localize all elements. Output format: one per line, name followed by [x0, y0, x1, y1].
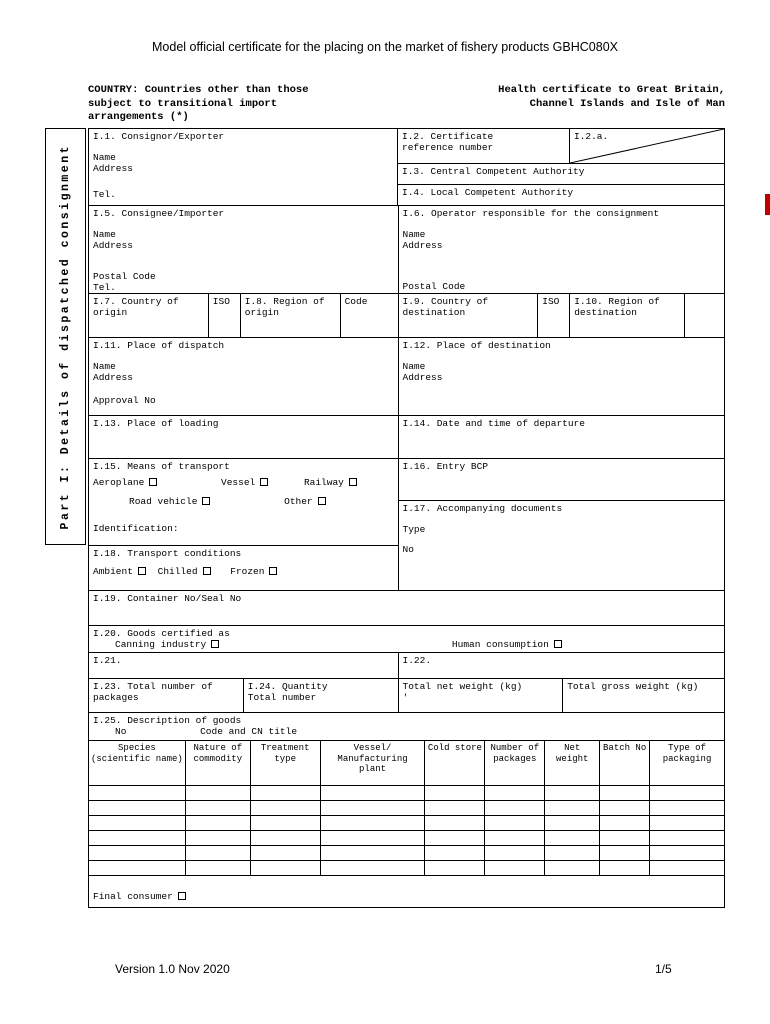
field-i16-title: I.16. Entry BCP: [402, 461, 489, 472]
option-ambient-label: Ambient: [93, 566, 133, 577]
goods-table-cell[interactable]: [599, 815, 649, 830]
option-human-consumption-label: Human consumption: [451, 639, 549, 650]
field-i1-address-label: Address: [93, 163, 133, 174]
field-i10-title: I.10. Region of destination: [574, 296, 660, 318]
goods-table-header-nature: Nature of commodity: [185, 740, 250, 785]
field-i5-title: I.5. Consignee/Importer: [93, 208, 225, 219]
goods-table-cell[interactable]: [320, 830, 425, 845]
option-final-consumer-label: Final consumer: [93, 891, 173, 902]
certificate-form: [88, 128, 725, 908]
final-consumer-checkbox[interactable]: [178, 892, 186, 900]
field-i6-operator-responsible[interactable]: [398, 205, 724, 293]
part1-sidebar: [45, 128, 86, 545]
goods-table-cell[interactable]: [250, 800, 320, 815]
field-i12-name-label: Name: [402, 361, 426, 372]
goods-table-cell[interactable]: [250, 845, 320, 860]
railway-checkbox[interactable]: [349, 478, 357, 486]
field-i5-address-label: Address: [93, 240, 133, 251]
goods-table-cell[interactable]: [599, 860, 649, 875]
goods-table-cell[interactable]: [424, 845, 484, 860]
road-vehicle-checkbox[interactable]: [202, 497, 210, 505]
field-i13-title: I.13. Place of loading: [93, 418, 219, 429]
field-i4-local-competent-authority[interactable]: [397, 184, 724, 205]
field-total-net-weight[interactable]: [398, 678, 563, 712]
goods-table-cell[interactable]: [185, 830, 250, 845]
goods-table-cell[interactable]: [424, 815, 484, 830]
goods-table-cell[interactable]: [88, 800, 185, 815]
option-chilled-label: Chilled: [157, 566, 198, 577]
option-aeroplane-label: Aeroplane: [93, 477, 145, 488]
field-i2-certificate-reference[interactable]: [397, 128, 569, 163]
goods-table-cell[interactable]: [544, 830, 599, 845]
part1-label: Part I: Details of dispatched consignment: [59, 143, 72, 530]
field-i6-postal-label: Postal Code: [402, 281, 466, 292]
field-i6-address-label: Address: [402, 240, 443, 251]
goods-table-cell[interactable]: [88, 860, 185, 875]
field-i1-name-label: Name: [93, 152, 116, 163]
field-i19-container-seal-no[interactable]: [88, 590, 724, 625]
field-i1-title: I.1. Consignor/Exporter: [93, 131, 225, 142]
goods-table-cell[interactable]: [544, 860, 599, 875]
field-i8-code-label: Code: [344, 296, 368, 307]
goods-table-header-vessel-plant: Vessel/ Manufacturing plant: [320, 740, 425, 785]
goods-table-header-row: [88, 740, 724, 785]
goods-table-cell[interactable]: [250, 860, 320, 875]
field-i25-title: I.25. Description of goods: [93, 715, 242, 726]
option-final-consumer: [93, 891, 186, 902]
goods-table-row: [88, 800, 724, 815]
field-i23-title: I.23. Total number of packages: [93, 681, 213, 703]
field-i7-iso-label: ISO: [212, 296, 230, 307]
vessel-checkbox[interactable]: [260, 478, 268, 486]
option-frozen-label: Frozen: [230, 566, 265, 577]
field-i20-goods-certified-as[interactable]: [88, 625, 724, 652]
goods-table-cell[interactable]: [88, 815, 185, 830]
goods-table-cell[interactable]: [88, 830, 185, 845]
goods-table-cell[interactable]: [484, 845, 544, 860]
human-consumption-checkbox[interactable]: [554, 640, 562, 648]
field-i9-title: I.9. Country of destination: [402, 296, 489, 318]
goods-table-cell[interactable]: [649, 800, 724, 815]
goods-table-cell[interactable]: [484, 800, 544, 815]
field-i12-title: I.12. Place of destination: [402, 340, 551, 351]
field-i11-place-of-dispatch[interactable]: [88, 337, 398, 415]
goods-table-cell[interactable]: [484, 830, 544, 845]
goods-table-cell[interactable]: [250, 815, 320, 830]
goods-table-cell[interactable]: [185, 785, 250, 800]
field-i4-title: I.4. Local Competent Authority: [402, 187, 574, 198]
field-i17-accompanying-documents[interactable]: [398, 500, 724, 590]
field-i2-title: I.2. Certificate reference number: [402, 131, 494, 153]
field-i1-consignor-exporter[interactable]: [88, 128, 397, 205]
field-i24-quantity[interactable]: [243, 678, 398, 712]
field-i14-date-time-departure[interactable]: [398, 415, 724, 458]
field-i15-means-of-transport[interactable]: [88, 458, 398, 545]
goods-table-cell[interactable]: [484, 860, 544, 875]
field-i18-title: I.18. Transport conditions: [93, 548, 242, 559]
field-i8-title: I.8. Region of origin: [244, 296, 325, 318]
field-i9-iso-label: ISO: [542, 296, 560, 307]
goods-table-cell[interactable]: [250, 830, 320, 845]
field-i15-title: I.15. Means of transport: [93, 461, 230, 472]
document-title: Model official certificate for the placing on the market of fishery products GBHC080X: [152, 40, 618, 54]
goods-table-header-species: Species (scientific name): [88, 740, 185, 785]
option-vessel: [221, 477, 268, 488]
field-i9-country-of-destination[interactable]: [398, 293, 538, 337]
field-i2a-title: I.2.a.: [574, 131, 609, 142]
goods-table-row: [88, 785, 724, 800]
field-i20-title: I.20. Goods certified as: [93, 628, 230, 639]
goods-table-cell[interactable]: [544, 785, 599, 800]
field-i25-col-code-label: Code and CN title: [200, 726, 298, 737]
field-i5-consignee-importer[interactable]: [88, 205, 398, 293]
field-i14-title: I.14. Date and time of departure: [402, 418, 585, 429]
field-i8-code[interactable]: [340, 293, 398, 337]
goods-table-header-packages: Number of packages: [484, 740, 544, 785]
goods-table-header-net-weight: Net weight: [544, 740, 599, 785]
canning-industry-checkbox[interactable]: [211, 640, 219, 648]
frozen-checkbox[interactable]: [269, 567, 277, 575]
footer-page-number: 1/5: [655, 962, 672, 976]
goods-table-cell[interactable]: [424, 860, 484, 875]
goods-table-cell[interactable]: [484, 785, 544, 800]
option-canning-industry-label: Canning industry: [115, 639, 207, 650]
option-aeroplane: [93, 477, 157, 488]
goods-table-cell[interactable]: [185, 860, 250, 875]
goods-table-cell[interactable]: [320, 845, 425, 860]
goods-table-cell[interactable]: [599, 845, 649, 860]
field-total-gross-weight-title: Total gross weight (kg): [567, 681, 699, 692]
goods-table-cell[interactable]: [649, 830, 724, 845]
goods-table-cell[interactable]: [649, 815, 724, 830]
goods-table-cell[interactable]: [649, 860, 724, 875]
field-i5-postal-label: Postal Code: [93, 271, 156, 282]
goods-table-cell[interactable]: [424, 800, 484, 815]
goods-table-cell[interactable]: [185, 845, 250, 860]
option-canning-industry: [115, 639, 219, 650]
goods-table-cell[interactable]: [88, 845, 185, 860]
field-i21[interactable]: [88, 652, 398, 678]
field-i13-place-of-loading[interactable]: [88, 415, 398, 458]
field-i2a[interactable]: [569, 128, 724, 163]
field-i10-region-of-destination[interactable]: [569, 293, 684, 337]
page-edge-marker: [765, 194, 770, 215]
goods-table-header-packaging: Type of packaging: [649, 740, 724, 785]
field-i18-transport-conditions[interactable]: [88, 545, 398, 590]
goods-table-cell[interactable]: [649, 785, 724, 800]
option-other-label: Other: [284, 496, 313, 507]
field-i24-title: I.24. Quantity: [247, 681, 328, 692]
field-total-gross-weight[interactable]: [562, 678, 724, 712]
goods-table-empty-rows: [88, 785, 724, 875]
field-i12-address-label: Address: [402, 372, 443, 383]
option-railway-label: Railway: [303, 477, 344, 488]
goods-table-cell[interactable]: [320, 860, 425, 875]
goods-table-cell[interactable]: [599, 785, 649, 800]
field-final-consumer[interactable]: [88, 875, 724, 907]
goods-table-cell[interactable]: [185, 815, 250, 830]
goods-table-cell[interactable]: [544, 815, 599, 830]
ambient-checkbox[interactable]: [138, 567, 146, 575]
option-other: [284, 496, 326, 507]
option-human-consumption: [452, 639, 562, 650]
field-i7-country-of-origin[interactable]: [88, 293, 208, 337]
goods-table-cell[interactable]: [544, 800, 599, 815]
field-i17-no-label: No: [402, 544, 414, 555]
goods-table-cell[interactable]: [484, 815, 544, 830]
footer-version: Version 1.0 Nov 2020: [115, 962, 230, 976]
field-i5-tel-label: Tel.: [93, 282, 116, 293]
field-i3-title: I.3. Central Competent Authority: [402, 166, 585, 177]
option-frozen: [230, 566, 277, 577]
field-i23-total-packages[interactable]: [88, 678, 243, 712]
certificate-title: Health certificate to Great Britain, Channel Islands and Isle of Man: [498, 84, 725, 110]
goods-table-cell[interactable]: [424, 830, 484, 845]
country-note: COUNTRY: Countries other than those subject to transitional import arrangements (*): [88, 84, 309, 124]
field-i22-title: I.22.: [402, 655, 432, 666]
goods-table-cell[interactable]: [320, 800, 425, 815]
option-road-vehicle: [129, 496, 210, 507]
field-i11-approval-label: Approval No: [93, 395, 156, 406]
other-checkbox[interactable]: [318, 497, 326, 505]
field-i9-iso[interactable]: [537, 293, 569, 337]
chilled-checkbox[interactable]: [203, 567, 211, 575]
field-total-net-weight-note: ': [402, 692, 409, 703]
field-i12-place-of-destination[interactable]: [398, 337, 724, 415]
field-i17-type-label: Type: [402, 524, 426, 535]
goods-table-header-batch-no: Batch No: [599, 740, 649, 785]
field-total-net-weight-title: Total net weight (kg): [402, 681, 523, 692]
goods-table-row: [88, 830, 724, 845]
option-ambient: [93, 566, 146, 577]
field-i11-name-label: Name: [93, 361, 116, 372]
goods-table-cell[interactable]: [599, 800, 649, 815]
field-i6-name-label: Name: [402, 229, 426, 240]
field-i5-name-label: Name: [93, 229, 116, 240]
field-i19-title: I.19. Container No/Seal No: [93, 593, 242, 604]
field-i11-address-label: Address: [93, 372, 133, 383]
goods-table-cell[interactable]: [250, 785, 320, 800]
goods-table-cell[interactable]: [320, 785, 425, 800]
field-i25-description-of-goods[interactable]: [88, 712, 724, 740]
field-i25-col-no-label: No: [115, 726, 127, 737]
field-i10-code[interactable]: [684, 293, 724, 337]
option-vessel-label: Vessel: [221, 477, 256, 488]
goods-table-row: [88, 815, 724, 830]
field-i22[interactable]: [398, 652, 724, 678]
field-i6-title: I.6. Operator responsible for the consignment: [402, 208, 660, 219]
field-i16-entry-bcp[interactable]: [398, 458, 724, 500]
aeroplane-checkbox[interactable]: [149, 478, 157, 486]
field-i24-subtitle: Total number: [247, 692, 317, 703]
goods-table-cell[interactable]: [88, 785, 185, 800]
field-i3-central-competent-authority[interactable]: [397, 163, 724, 184]
goods-table-header-cold-store: Cold store: [424, 740, 484, 785]
field-i8-region-of-origin[interactable]: [240, 293, 340, 337]
field-i7-iso[interactable]: [208, 293, 240, 337]
goods-table-cell[interactable]: [424, 785, 484, 800]
goods-table-cell[interactable]: [320, 815, 425, 830]
field-i1-tel-label: Tel.: [93, 189, 116, 200]
field-i21-title: I.21.: [93, 655, 122, 666]
field-i17-title: I.17. Accompanying documents: [402, 503, 563, 514]
option-road-vehicle-label: Road vehicle: [129, 496, 198, 507]
goods-table-header-treatment: Treatment type: [250, 740, 320, 785]
field-i15-identification-label: Identification:: [93, 523, 179, 534]
goods-table-cell[interactable]: [544, 845, 599, 860]
goods-table-cell[interactable]: [185, 800, 250, 815]
option-chilled: [158, 566, 211, 577]
goods-table-row: [88, 860, 724, 875]
goods-table-row: [88, 845, 724, 860]
goods-table-cell[interactable]: [649, 845, 724, 860]
option-railway: [304, 477, 357, 488]
field-i11-title: I.11. Place of dispatch: [93, 340, 225, 351]
field-i7-title: I.7. Country of origin: [93, 296, 179, 318]
goods-table-cell[interactable]: [599, 830, 649, 845]
